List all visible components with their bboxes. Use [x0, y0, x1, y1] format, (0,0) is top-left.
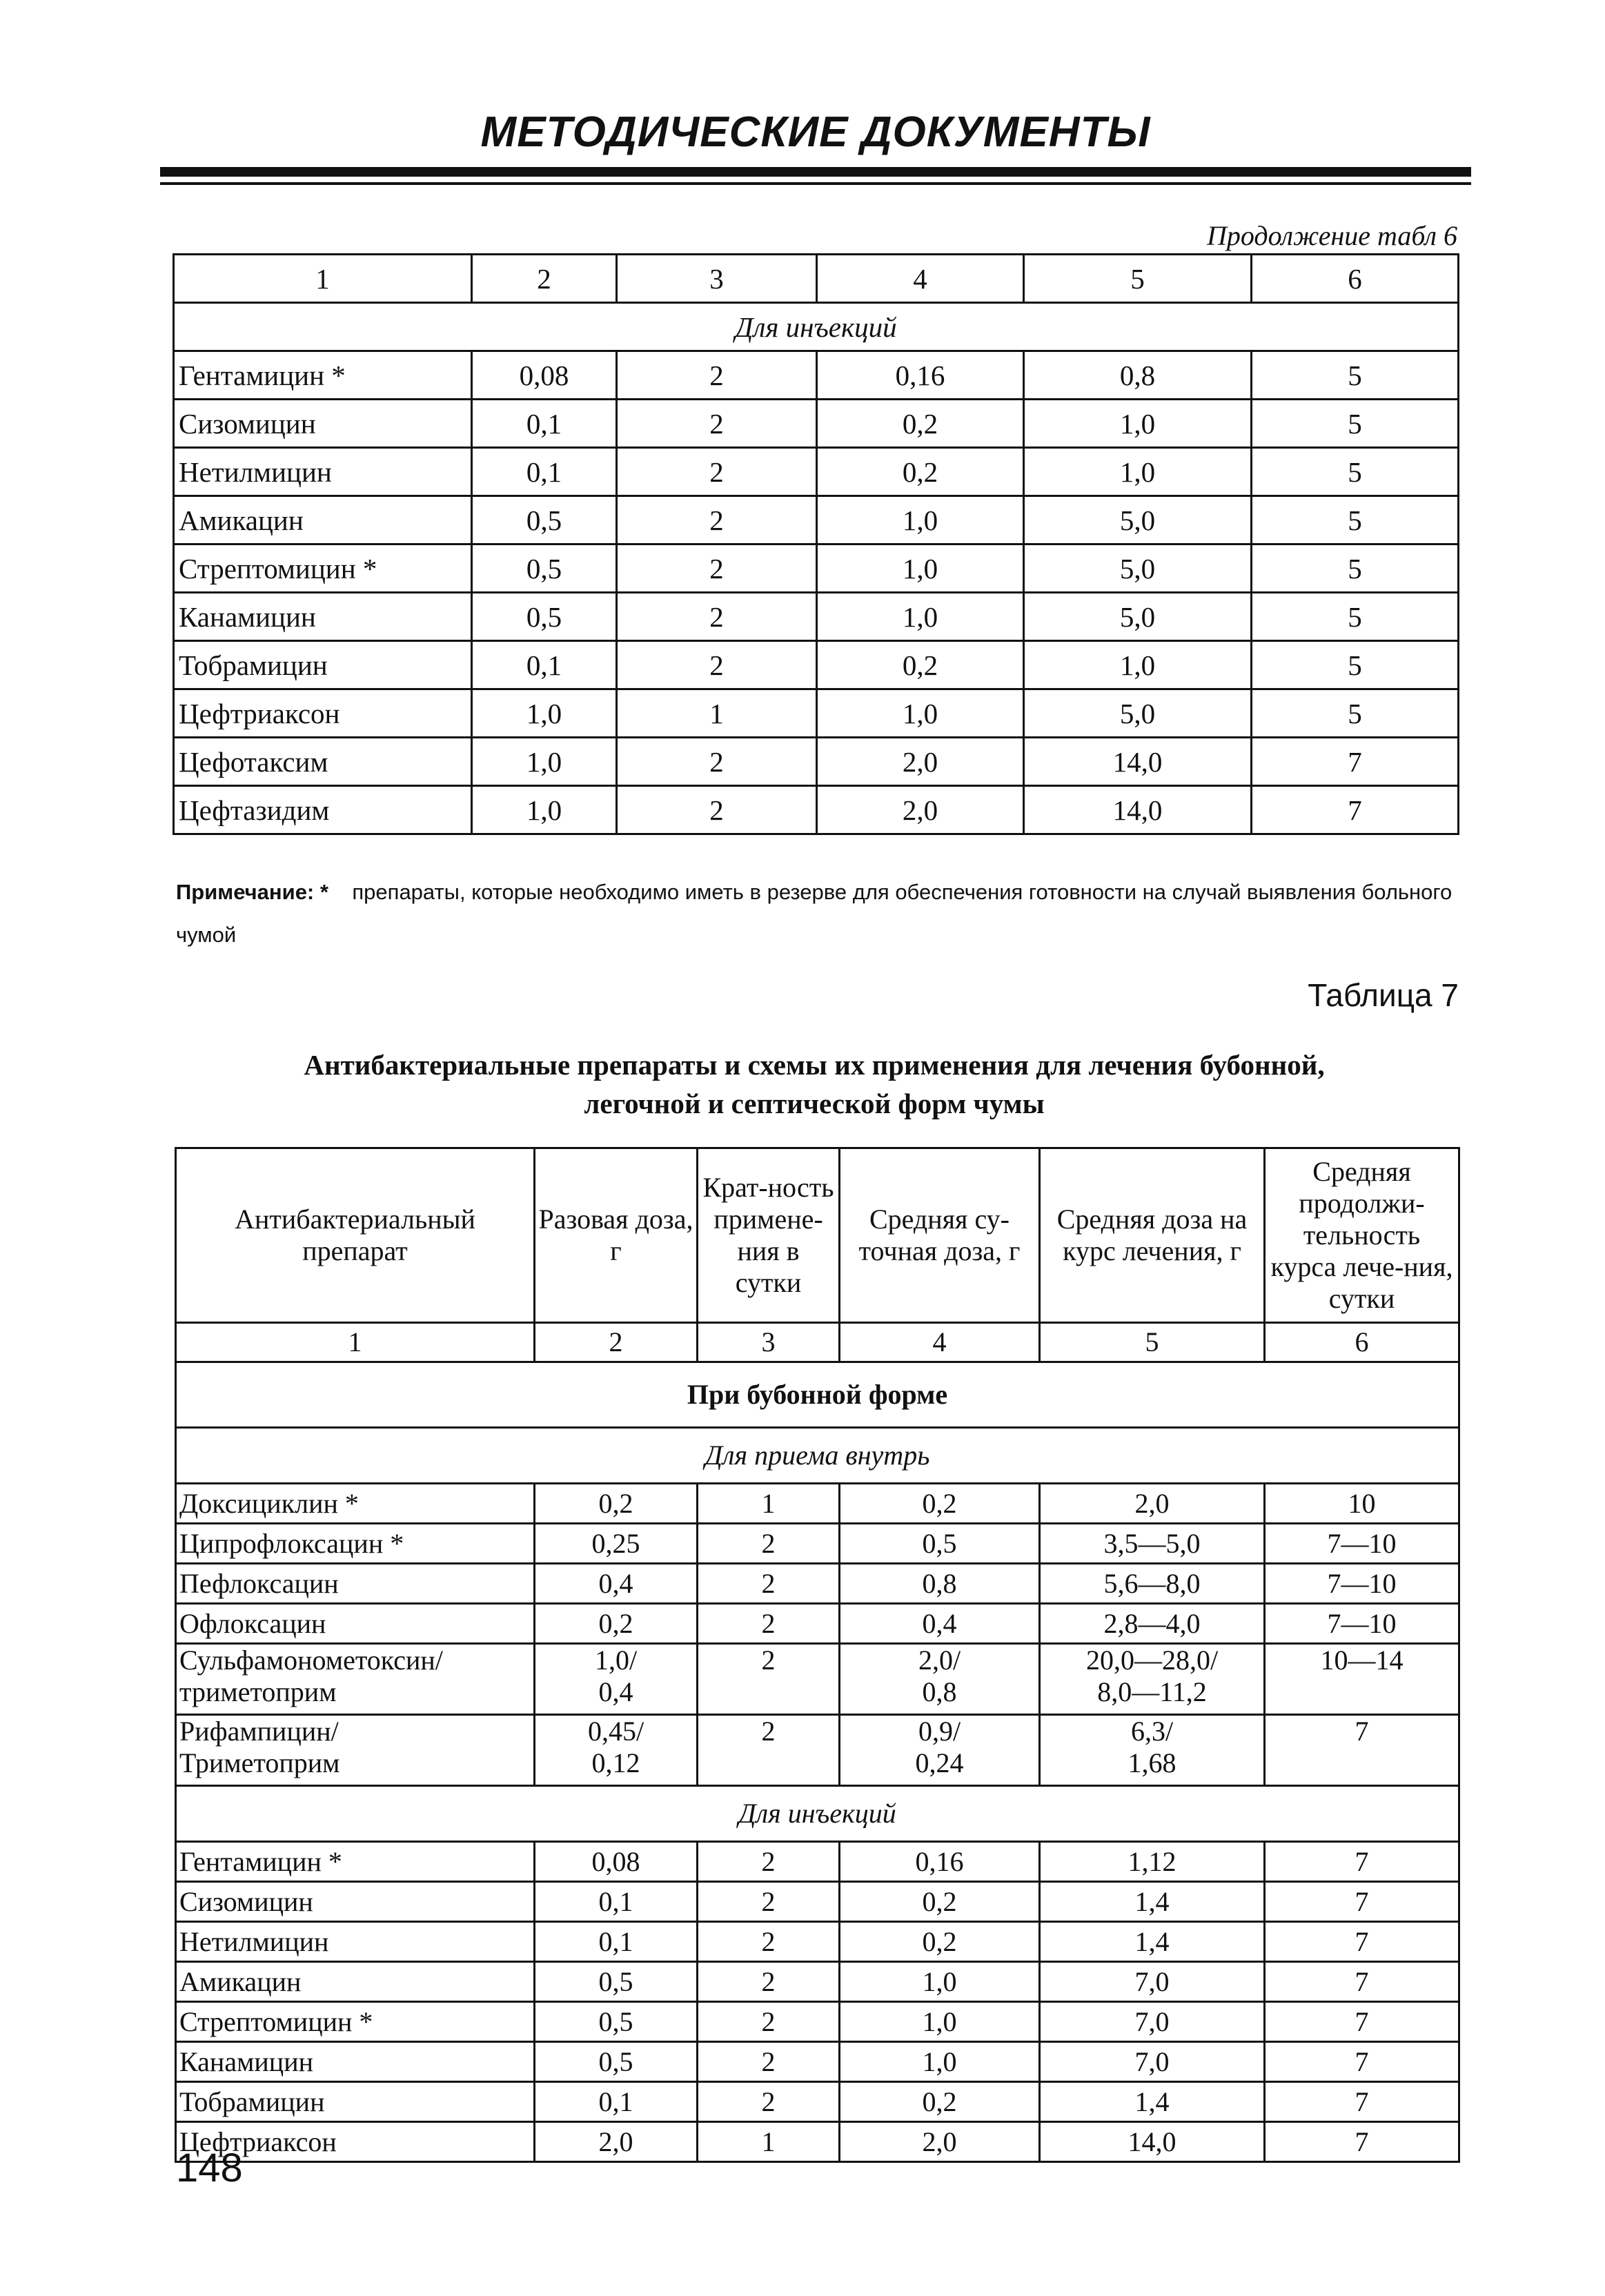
cell-line: триметоприм — [179, 1676, 337, 1707]
table-cell — [840, 1715, 1040, 1786]
table-cell: 0,25 — [535, 1524, 698, 1564]
table-cell: 0,1 — [535, 2082, 698, 2122]
table-cell: 2 — [617, 738, 817, 786]
drug-name: Нетилмицин — [176, 1922, 535, 1962]
drug-name — [176, 1644, 535, 1715]
table7-title-line2: легочной и септической форм чумы — [584, 1088, 1045, 1119]
table-cell: 7 — [1265, 1842, 1459, 1882]
section-bubonic-row — [176, 1362, 1459, 1428]
table-row — [176, 1564, 1459, 1604]
table-cell: 5 — [1252, 400, 1459, 448]
table-cell: 5 — [1252, 448, 1459, 496]
column-header: Средняя доза на курс лечения, г — [1040, 1148, 1265, 1323]
table-cell: 5,0 — [1024, 496, 1252, 544]
header-rule-thick — [160, 167, 1471, 177]
column-number: 4 — [817, 255, 1024, 303]
table6 — [173, 253, 1459, 835]
table7-title — [207, 1046, 1421, 1123]
column-number: 1 — [174, 255, 472, 303]
section-heading: Для инъекций — [174, 303, 1459, 351]
table-cell: 2 — [698, 1644, 840, 1715]
table-cell: 0,8 — [840, 1564, 1040, 1604]
table-cell: 2 — [698, 2082, 840, 2122]
table-cell: 0,2 — [535, 1604, 698, 1644]
table-cell: 2 — [698, 1564, 840, 1604]
drug-name: Амикацин — [176, 1962, 535, 2002]
table-cell: 0,4 — [535, 1564, 698, 1604]
table-cell: 0,4 — [840, 1604, 1040, 1644]
table-cell: 1,0 — [472, 786, 617, 834]
table-cell: 7,0 — [1040, 2002, 1265, 2042]
table-cell: 5,0 — [1024, 689, 1252, 738]
drug-name: Ципрофлоксацин * — [176, 1524, 535, 1564]
table-row — [174, 351, 1459, 400]
cell-line: 2,0/ — [918, 1645, 961, 1676]
drug-name: Гентамицин * — [174, 351, 472, 400]
table-cell: 7 — [1265, 1922, 1459, 1962]
cell-line: Триметоприм — [179, 1747, 340, 1778]
drug-name: Сизомицин — [174, 400, 472, 448]
table-cell: 5 — [1252, 351, 1459, 400]
table-cell: 2,8—4,0 — [1040, 1604, 1265, 1644]
table-cell: 2 — [698, 1922, 840, 1962]
table-row — [176, 1604, 1459, 1644]
drug-name: Нетилмицин — [174, 448, 472, 496]
table7-header-row — [176, 1148, 1459, 1323]
table-cell: 7 — [1252, 738, 1459, 786]
table-cell: 2 — [617, 496, 817, 544]
cell-line: 20,0—28,0/ — [1085, 1645, 1219, 1676]
table-cell — [535, 1644, 698, 1715]
table-cell: 1,4 — [1040, 1922, 1265, 1962]
cell-line: Рифампицин/ — [179, 1716, 339, 1747]
table-cell: 5 — [1252, 544, 1459, 593]
table-cell: 10—14 — [1265, 1644, 1459, 1715]
drug-name: Канамицин — [176, 2042, 535, 2082]
cell-line: Сульфамонометоксин/ — [179, 1645, 443, 1676]
table-cell: 14,0 — [1040, 2122, 1265, 2162]
table-row — [176, 1962, 1459, 2002]
drug-name: Гентамицин * — [176, 1842, 535, 1882]
table-cell: 3,5—5,0 — [1040, 1524, 1265, 1564]
table-cell: 0,2 — [840, 2082, 1040, 2122]
table-cell: 2 — [698, 2042, 840, 2082]
column-number: 6 — [1265, 1323, 1459, 1362]
table-cell: 0,2 — [817, 448, 1024, 496]
header-rule-thin — [160, 182, 1471, 185]
table6-footnote — [176, 871, 1459, 956]
table-cell: 0,16 — [817, 351, 1024, 400]
table-cell: 1 — [698, 1484, 840, 1524]
table-cell: 0,2 — [817, 400, 1024, 448]
table-cell: 2,0 — [817, 738, 1024, 786]
column-header: Крат-ность примене-ния в сутки — [698, 1148, 840, 1323]
table-cell: 2 — [698, 1715, 840, 1786]
table-cell: 5,6—8,0 — [1040, 1564, 1265, 1604]
table-cell: 0,5 — [535, 2002, 698, 2042]
table-cell: 0,2 — [535, 1484, 698, 1524]
table-cell: 5 — [1252, 641, 1459, 689]
subsection-injection-row — [176, 1786, 1459, 1842]
table-cell: 1,0 — [817, 496, 1024, 544]
table-cell: 5 — [1252, 689, 1459, 738]
table-cell: 1,0 — [1024, 448, 1252, 496]
subsection-heading: Для инъекций — [176, 1786, 1459, 1842]
column-header: Разовая доза, г — [535, 1148, 698, 1323]
table6-column-numbers — [174, 255, 1459, 303]
table-row — [174, 641, 1459, 689]
table-cell: 7 — [1265, 2122, 1459, 2162]
table-cell: 2,0 — [535, 2122, 698, 2162]
table-cell: 2 — [617, 544, 817, 593]
table-cell: 0,5 — [840, 1524, 1040, 1564]
cell-line: 6,3/ — [1130, 1716, 1174, 1747]
table-row — [174, 496, 1459, 544]
table-cell: 2 — [698, 1524, 840, 1564]
cell-line: 0,45/ — [587, 1716, 644, 1747]
section-heading: При бубонной форме — [176, 1362, 1459, 1428]
table-cell: 0,08 — [472, 351, 617, 400]
table-cell: 2 — [617, 351, 817, 400]
cell-line: 0,12 — [591, 1747, 640, 1778]
table-row — [176, 1922, 1459, 1962]
drug-name: Амикацин — [174, 496, 472, 544]
table-row — [174, 593, 1459, 641]
table-cell: 2 — [698, 1882, 840, 1922]
table-cell: 0,1 — [535, 1882, 698, 1922]
subsection-heading: Для приема внутрь — [176, 1428, 1459, 1484]
table-cell: 1,12 — [1040, 1842, 1265, 1882]
table-cell: 5,0 — [1024, 544, 1252, 593]
column-header: Антибактериальный препарат — [176, 1148, 535, 1323]
table-cell: 14,0 — [1024, 786, 1252, 834]
table-row — [174, 448, 1459, 496]
table-cell: 7 — [1265, 1882, 1459, 1922]
drug-name: Пефлоксацин — [176, 1564, 535, 1604]
drug-name: Офлоксацин — [176, 1604, 535, 1644]
cell-line: 1,68 — [1128, 1747, 1176, 1778]
cell-line: 8,0—11,2 — [1097, 1676, 1207, 1707]
table-cell: 1,0 — [817, 544, 1024, 593]
table-cell: 10 — [1265, 1484, 1459, 1524]
table-cell: 1,0 — [472, 689, 617, 738]
table-cell: 0,08 — [535, 1842, 698, 1882]
table-cell: 0,5 — [472, 496, 617, 544]
drug-name: Цефтриаксон — [174, 689, 472, 738]
column-number: 5 — [1040, 1323, 1265, 1362]
column-number: 2 — [535, 1323, 698, 1362]
table-cell: 7 — [1252, 786, 1459, 834]
table-cell: 1 — [698, 2122, 840, 2162]
drug-name: Тобрамицин — [174, 641, 472, 689]
combo-row — [176, 1644, 1459, 1715]
column-number: 3 — [617, 255, 817, 303]
table-cell: 0,1 — [472, 448, 617, 496]
table-cell: 0,2 — [840, 1882, 1040, 1922]
drug-name: Доксициклин * — [176, 1484, 535, 1524]
table-cell — [535, 1715, 698, 1786]
table6-continuation-label: Продолжение табл 6 — [1206, 220, 1457, 251]
table-cell: 0,1 — [535, 1922, 698, 1962]
table-cell: 1,0 — [840, 2002, 1040, 2042]
table-cell: 2,0 — [840, 2122, 1040, 2162]
table-row — [176, 2122, 1459, 2162]
column-header: Средняя продолжи-тельность курса лече-ния, сутки — [1265, 1148, 1459, 1323]
cell-line: 0,8 — [922, 1676, 957, 1707]
table-cell — [1040, 1715, 1265, 1786]
table-cell: 2,0 — [1040, 1484, 1265, 1524]
table-cell: 2 — [617, 593, 817, 641]
table-cell: 0,5 — [535, 2042, 698, 2082]
table-row — [174, 786, 1459, 834]
table-cell: 2,0 — [817, 786, 1024, 834]
table-cell: 2 — [617, 400, 817, 448]
table-cell: 1,0 — [840, 1962, 1040, 2002]
table-row — [174, 544, 1459, 593]
table-cell: 0,8 — [1024, 351, 1252, 400]
table-cell: 7 — [1265, 1715, 1459, 1786]
running-header: МЕТОДИЧЕСКИЕ ДОКУМЕНТЫ — [480, 108, 1151, 156]
table-row — [176, 2042, 1459, 2082]
column-number: 5 — [1024, 255, 1252, 303]
footnote-label: Примечание: * — [176, 880, 328, 904]
table-cell: 5 — [1252, 496, 1459, 544]
table-cell: 7,0 — [1040, 1962, 1265, 2002]
column-number: 6 — [1252, 255, 1459, 303]
table-row — [176, 1842, 1459, 1882]
table-cell: 1,0 — [817, 593, 1024, 641]
table-cell: 2 — [698, 1604, 840, 1644]
table7-column-numbers — [176, 1323, 1459, 1362]
table-cell: 0,5 — [472, 544, 617, 593]
table-cell: 7—10 — [1265, 1564, 1459, 1604]
drug-name: Стрептомицин * — [174, 544, 472, 593]
table-cell: 0,2 — [840, 1484, 1040, 1524]
cell-line: 0,4 — [598, 1676, 633, 1707]
table-cell: 1,4 — [1040, 1882, 1265, 1922]
table-cell: 2 — [617, 641, 817, 689]
table7 — [175, 1147, 1460, 2163]
table-cell: 0,5 — [472, 593, 617, 641]
table-cell — [840, 1644, 1040, 1715]
table-cell: 14,0 — [1024, 738, 1252, 786]
table-row — [176, 2002, 1459, 2042]
table-cell: 2 — [617, 786, 817, 834]
drug-name: Канамицин — [174, 593, 472, 641]
drug-name: Цефтазидим — [174, 786, 472, 834]
table-cell: 7 — [1265, 2002, 1459, 2042]
table-cell: 0,1 — [472, 641, 617, 689]
table-row — [174, 400, 1459, 448]
column-number: 4 — [840, 1323, 1040, 1362]
table7-title-line1: Антибактериальные препараты и схемы их применения для лечения бубонной, — [304, 1049, 1325, 1081]
table-cell: 1,0 — [1024, 400, 1252, 448]
cell-line: 0,9/ — [918, 1716, 961, 1747]
subsection-oral-row — [176, 1428, 1459, 1484]
table-cell: 2 — [698, 1842, 840, 1882]
table-cell — [1040, 1644, 1265, 1715]
drug-name — [176, 1715, 535, 1786]
drug-name: Тобрамицин — [176, 2082, 535, 2122]
drug-name: Сизомицин — [176, 1882, 535, 1922]
table-cell: 7 — [1265, 1962, 1459, 2002]
table-cell: 1,0 — [472, 738, 617, 786]
table-cell: 1,0 — [817, 689, 1024, 738]
column-number: 1 — [176, 1323, 535, 1362]
table-cell: 2 — [698, 2002, 840, 2042]
table-cell: 1 — [617, 689, 817, 738]
cell-line: 0,24 — [915, 1747, 964, 1778]
page-number: 148 — [176, 2146, 243, 2190]
drug-name: Стрептомицин * — [176, 2002, 535, 2042]
table-cell: 0,16 — [840, 1842, 1040, 1882]
table-row — [174, 738, 1459, 786]
table-cell: 7—10 — [1265, 1524, 1459, 1564]
combo-row — [176, 1715, 1459, 1786]
table-cell: 7,0 — [1040, 2042, 1265, 2082]
table7-number: Таблица 7 — [1308, 977, 1459, 1013]
table-cell: 0,5 — [535, 1962, 698, 2002]
cell-line: 1,0/ — [594, 1645, 638, 1676]
footnote-text: препараты, которые необходимо иметь в резерве для обеспечения готовности на случай выявления больного чумой — [176, 880, 1453, 947]
column-number: 2 — [472, 255, 617, 303]
table-row — [176, 1524, 1459, 1564]
drug-name: Цефтриаксон — [176, 2122, 535, 2162]
table-cell: 2 — [698, 1962, 840, 2002]
table-cell: 0,2 — [817, 641, 1024, 689]
column-number: 3 — [698, 1323, 840, 1362]
table-row — [176, 1484, 1459, 1524]
table6-section-row — [174, 303, 1459, 351]
table-row — [174, 689, 1459, 738]
table-cell: 0,2 — [840, 1922, 1040, 1962]
table-cell: 0,1 — [472, 400, 617, 448]
table-cell: 1,4 — [1040, 2082, 1265, 2122]
table-row — [176, 2082, 1459, 2122]
table-cell: 5 — [1252, 593, 1459, 641]
column-header: Средняя су-точная доза, г — [840, 1148, 1040, 1323]
table-row — [176, 1882, 1459, 1922]
drug-name: Цефотаксим — [174, 738, 472, 786]
table-cell: 1,0 — [840, 2042, 1040, 2082]
table-cell: 7 — [1265, 2042, 1459, 2082]
table-cell: 2 — [617, 448, 817, 496]
table-cell: 7 — [1265, 2082, 1459, 2122]
table-cell: 7—10 — [1265, 1604, 1459, 1644]
table-cell: 1,0 — [1024, 641, 1252, 689]
table-cell: 5,0 — [1024, 593, 1252, 641]
